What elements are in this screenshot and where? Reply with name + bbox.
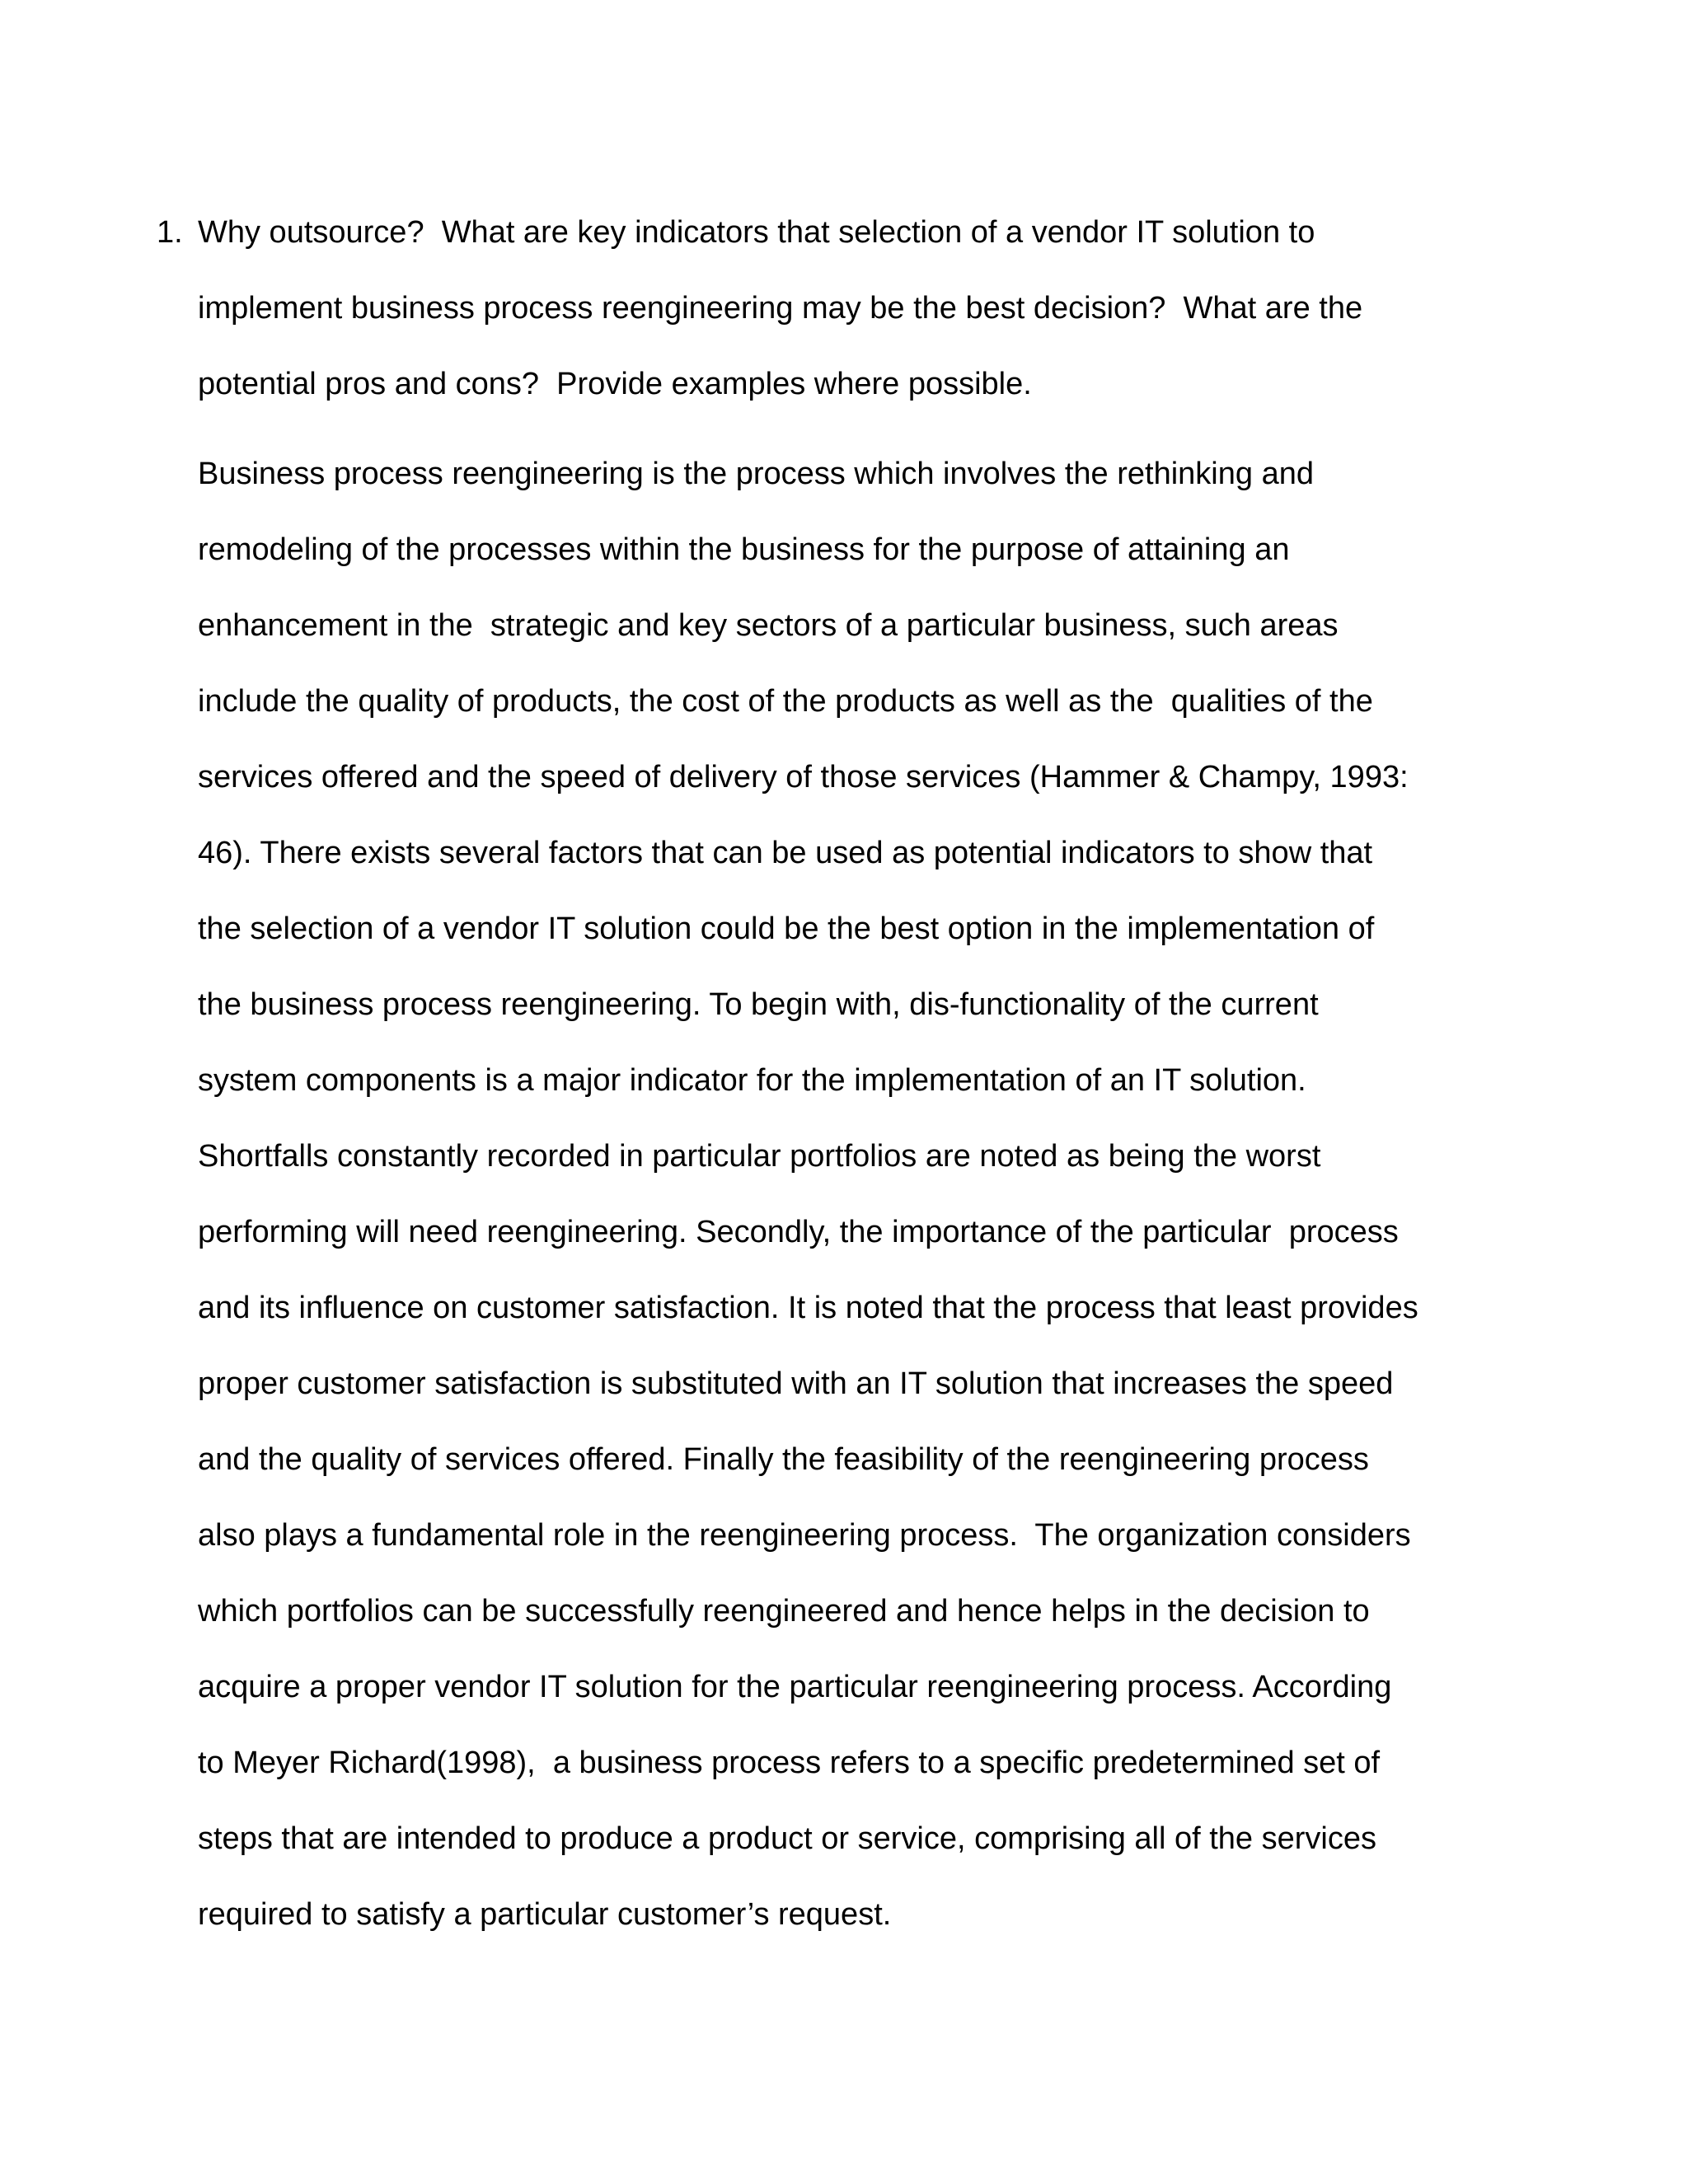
- question-text: [198, 194, 1362, 422]
- question-line: Why outsource? What are key indicators that selection of a vendor IT solution to: [198, 215, 1315, 250]
- answer-line: acquire a proper vendor IT solution for the particular reengineering process. According: [198, 1670, 1392, 1704]
- answer-line: include the quality of products, the cost of the products as well as the qualities of the: [198, 684, 1373, 719]
- answer-line: remodeling of the processes within the business for the purpose of attaining an: [198, 532, 1290, 567]
- answer-line: the business process reengineering. To begin with, dis-functionality of the current: [198, 987, 1319, 1022]
- question-line: implement business process reengineering may be the best decision? What are the: [198, 291, 1363, 326]
- answer-line: required to satisfy a particular customer’s request.: [198, 1897, 892, 1932]
- answer-line: performing will need reengineering. Secondly, the importance of the particular process: [198, 1215, 1399, 1249]
- answer-line: services offered and the speed of delivery of those services (Hammer & Champy, 1993:: [198, 760, 1409, 794]
- answer-line: to Meyer Richard(1998), a business process refers to a specific predetermined set of: [198, 1746, 1381, 1780]
- question-line: potential pros and cons? Provide examples where possible.: [198, 367, 1032, 401]
- answer-line: which portfolios can be successfully reengineered and hence helps in the decision to: [198, 1594, 1370, 1629]
- answer-line: enhancement in the strategic and key sectors of a particular business, such areas: [198, 608, 1339, 643]
- answer-line: and its influence on customer satisfaction. It is noted that the process that least provides: [198, 1291, 1418, 1325]
- answer-line: proper customer satisfaction is substituted with an IT solution that increases the speed: [198, 1366, 1394, 1401]
- answer-paragraph: [198, 436, 1550, 1952]
- answer-line: Shortfalls constantly recorded in particular portfolios are noted as being the worst: [198, 1139, 1321, 1174]
- answer-line: 46). There exists several factors that can be used as potential indicators to show that: [198, 836, 1373, 870]
- answer-line: system components is a major indicator for the implementation of an IT solution.: [198, 1063, 1306, 1098]
- answer-line: and the quality of services offered. Finally the feasibility of the reengineering process: [198, 1442, 1369, 1477]
- answer-line: the selection of a vendor IT solution could be the best option in the implementation of: [198, 912, 1375, 946]
- answer-line: also plays a fundamental role in the reengineering process. The organization considers: [198, 1518, 1411, 1553]
- answer-line: Business process reengineering is the process which involves the rethinking and: [198, 457, 1314, 491]
- answer-line: steps that are intended to produce a product or service, comprising all of the services: [198, 1821, 1376, 1856]
- question-number: 1.: [157, 215, 183, 250]
